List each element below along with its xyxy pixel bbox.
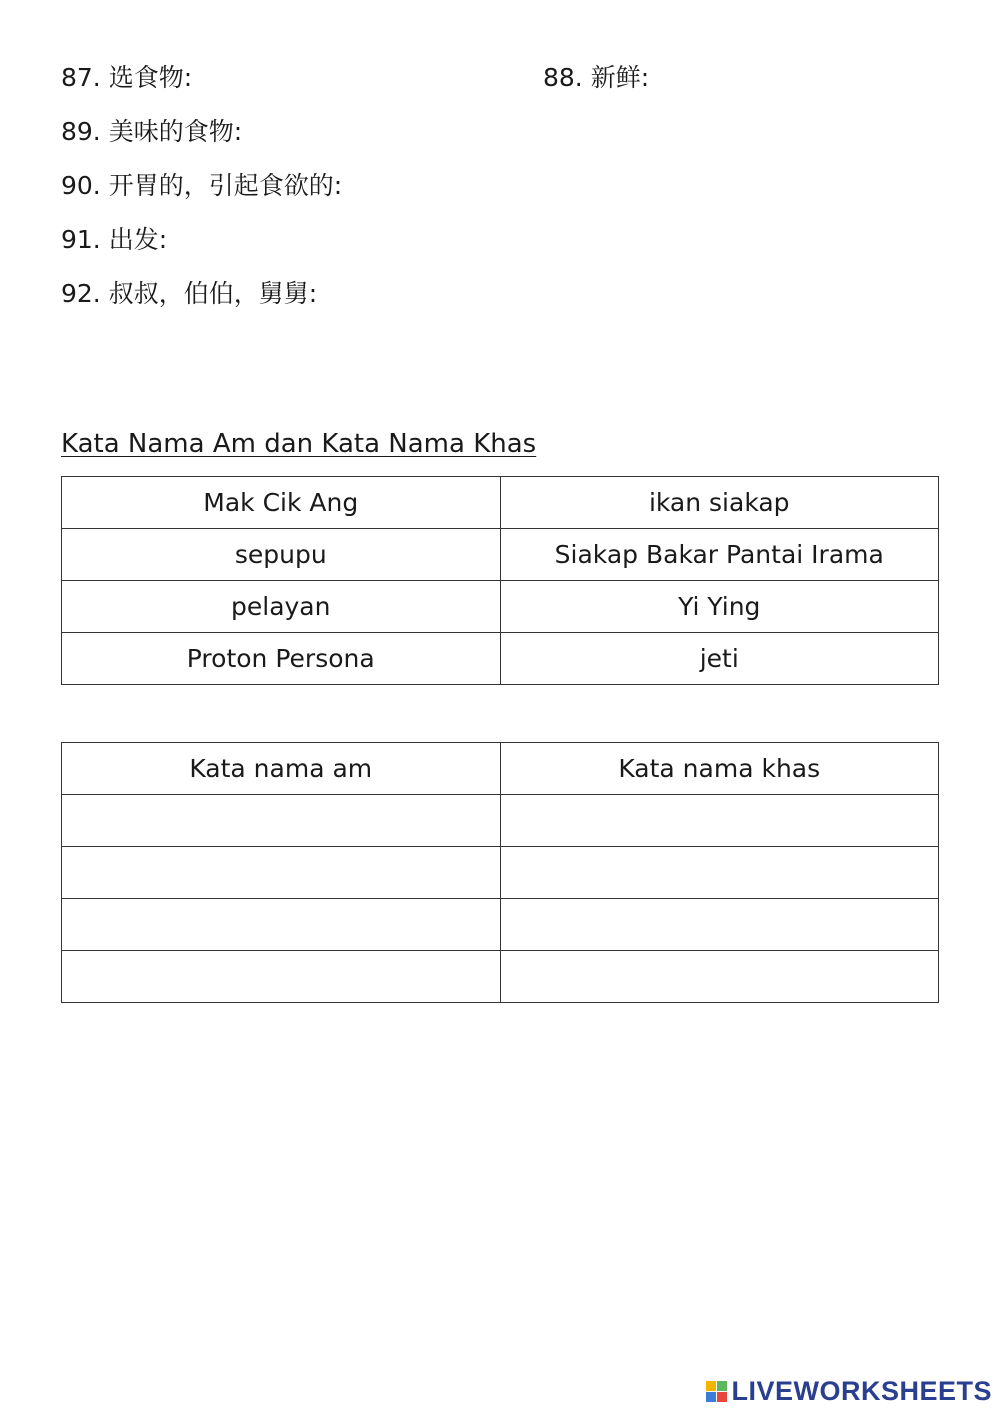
table-header-row <box>62 743 939 795</box>
section-title: Kata Nama Am dan Kata Nama Khas <box>61 429 537 459</box>
table-row <box>62 951 939 1003</box>
word-cell[interactable]: ikan siakap <box>500 477 939 529</box>
drop-zone-khas[interactable] <box>500 847 939 899</box>
vocab-number: 91. <box>61 225 101 254</box>
table-row <box>62 581 939 633</box>
source-word-table <box>61 476 939 685</box>
vocab-item-87 <box>61 63 192 93</box>
vocab-item-88 <box>543 63 649 93</box>
table-row <box>62 529 939 581</box>
word-cell[interactable]: Mak Cik Ang <box>62 477 501 529</box>
vocab-number: 90. <box>61 171 101 200</box>
vocab-item-89 <box>61 117 242 147</box>
logo-square <box>717 1392 727 1402</box>
vocab-text: 选食物: <box>108 63 193 92</box>
drop-zone-am[interactable] <box>62 899 501 951</box>
vocab-item-92 <box>61 279 317 309</box>
word-cell[interactable]: sepupu <box>62 529 501 581</box>
vocab-text: 开胃的，引起食欲的: <box>108 171 343 200</box>
sorting-table <box>61 742 939 1003</box>
word-cell[interactable]: Yi Ying <box>500 581 939 633</box>
word-cell[interactable]: pelayan <box>62 581 501 633</box>
word-cell[interactable]: Proton Persona <box>62 633 501 685</box>
vocab-text: 美味的食物: <box>108 117 243 146</box>
table-row <box>62 633 939 685</box>
word-cell[interactable]: jeti <box>500 633 939 685</box>
drop-zone-am[interactable] <box>62 795 501 847</box>
header-kata-nama-am: Kata nama am <box>62 743 501 795</box>
vocab-text: 新鲜: <box>590 63 650 92</box>
drop-zone-am[interactable] <box>62 951 501 1003</box>
vocab-number: 88. <box>543 63 583 92</box>
vocab-text: 出发: <box>108 225 168 254</box>
word-cell[interactable]: Siakap Bakar Pantai Irama <box>500 529 939 581</box>
header-kata-nama-khas: Kata nama khas <box>500 743 939 795</box>
vocab-item-91 <box>61 225 167 255</box>
vocab-number: 92. <box>61 279 101 308</box>
drop-zone-khas[interactable] <box>500 795 939 847</box>
liveworksheets-logo-icon <box>706 1381 727 1402</box>
logo-square <box>706 1392 716 1402</box>
table-row <box>62 477 939 529</box>
vocab-item-90 <box>61 171 342 201</box>
liveworksheets-logo-text: LIVEWORKSHEETS <box>731 1376 992 1406</box>
vocab-text: 叔叔，伯伯，舅舅: <box>108 279 318 308</box>
logo-square <box>706 1381 716 1391</box>
drop-zone-khas[interactable] <box>500 951 939 1003</box>
vocab-number: 87. <box>61 63 101 92</box>
drop-zone-khas[interactable] <box>500 899 939 951</box>
vocab-number: 89. <box>61 117 101 146</box>
liveworksheets-logo <box>706 1376 992 1407</box>
logo-square <box>717 1381 727 1391</box>
drop-zone-am[interactable] <box>62 847 501 899</box>
table-row <box>62 899 939 951</box>
table-row <box>62 847 939 899</box>
table-row <box>62 795 939 847</box>
